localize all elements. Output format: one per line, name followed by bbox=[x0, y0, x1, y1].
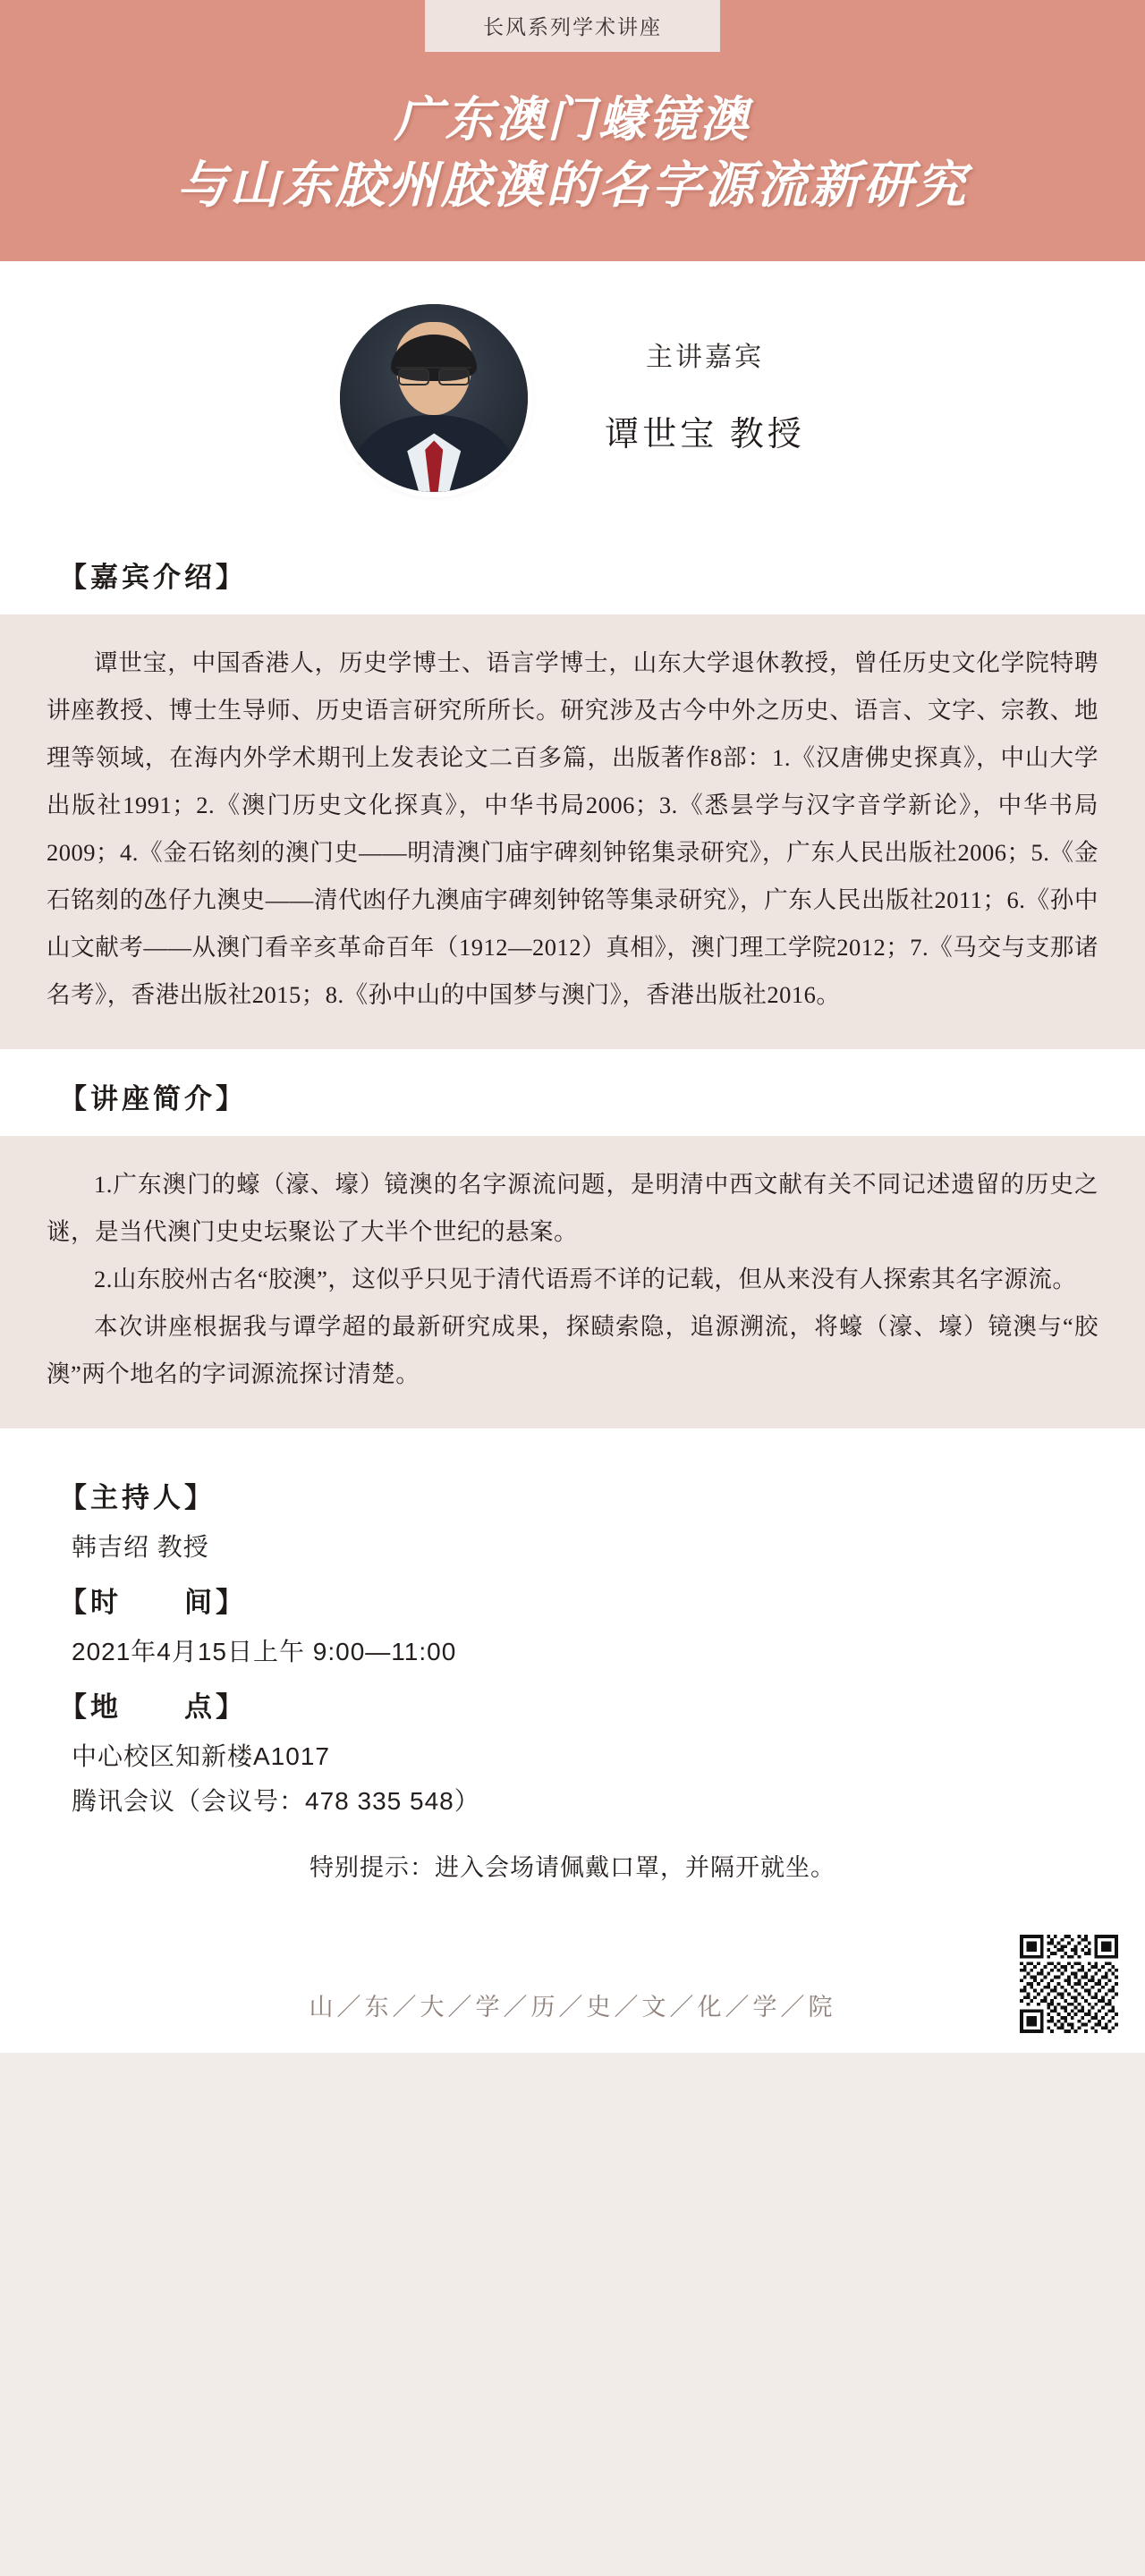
speaker-section bbox=[0, 261, 1145, 528]
footer bbox=[0, 1901, 1145, 2053]
title-line-2: 与山东胶州胶澳的名字源流新研究 bbox=[176, 157, 969, 214]
speaker-role-label: 主讲嘉宾 bbox=[645, 342, 764, 372]
time-value: 2021年4月15日上午 9:00—11:00 bbox=[72, 1638, 457, 1666]
guest-intro-heading: 【嘉宾介绍】 bbox=[0, 528, 1145, 614]
lecture-intro-paragraph-2: 2.山东胶州古名“胶澳”，这似乎只见于清代语焉不详的记载，但从来没有人探索其名字源流。 bbox=[94, 1266, 1077, 1293]
speaker-name: 谭世宝 教授 bbox=[605, 415, 805, 453]
speaker-portrait bbox=[340, 304, 528, 492]
lecture-intro-paragraph-3: 本次讲座根据我与谭学超的最新研究成果，探赜索隐，追源溯流，将蠔（濠、壕）镜澳与“胶澳”两个地名的字词源流探讨清楚。 bbox=[47, 1313, 1098, 1388]
place-label: 【地 点】 bbox=[59, 1691, 247, 1724]
host-value: 韩吉绍 教授 bbox=[72, 1533, 209, 1562]
guest-intro-paragraph: 谭世宝，中国香港人，历史学博士、语言学博士，山东大学退休教授，曾任历史文化学院特聘讲座教授、博士生导师、历史语言研究所所长。研究涉及古今中外之历史、语言、文字、宗教、地理等领域，在海内外学术期刊上发表论文二百多篇，出版著作8部：1.《汉唐佛史探真》，中山大学出版社1991；2.《澳门历史文化探真》，中华书局2006；3.《悉昙学与汉字音学新论》，中华书局2009；4.《金石铭刻的澳门史——明清澳门庙宇碑刻钟铭集录研究》，广东人民出版社2006；5.《金石铭刻的氹仔九澳史——清代凼仔九澳庙宇碑刻钟铭等集录研究》，广东人民出版社2011；6.《孙中山文献考——从澳门看辛亥革命百年（1912—2012）真相》，澳门理工学院2012；7.《马交与支那诸名考》，香港出版社2015；8.《孙中山的中国梦与澳门》，香港出版社2016。 bbox=[47, 649, 1098, 1009]
lecture-intro-body bbox=[0, 1136, 1145, 1428]
lecture-intro-heading: 【讲座简介】 bbox=[0, 1049, 1145, 1136]
qr-code[interactable] bbox=[1016, 1931, 1122, 2037]
speaker-info bbox=[605, 335, 805, 462]
time-label: 【时 间】 bbox=[59, 1587, 247, 1619]
place-value-meeting: 腾讯会议（会议号：478 335 548） bbox=[72, 1787, 480, 1816]
header-banner bbox=[0, 0, 1145, 261]
title-line-1: 广东澳门蠔镜澳 bbox=[394, 93, 751, 147]
glasses-icon bbox=[396, 367, 471, 384]
qr-code-image bbox=[1020, 1935, 1118, 2033]
event-details bbox=[0, 1428, 1145, 1901]
lecture-intro-paragraph-1: 1.广东澳门的蠔（濠、壕）镜澳的名字源流问题，是明清中西文献有关不同记述遗留的历史之谜，是当代澳门史史坛聚讼了大半个世纪的悬案。 bbox=[47, 1171, 1098, 1246]
place-value-room: 中心校区知新楼A1017 bbox=[72, 1742, 330, 1771]
series-tag: 长风系列学术讲座 bbox=[425, 0, 720, 52]
guest-intro-body bbox=[0, 614, 1145, 1049]
footer-organization: 山／东／大／学／历／史／文／化／学／院 bbox=[309, 1994, 836, 2021]
special-notice: 特别提示：进入会场请佩戴口罩，并隔开就坐。 bbox=[310, 1854, 835, 1882]
page-title bbox=[0, 88, 1145, 220]
host-label: 【主持人】 bbox=[59, 1482, 216, 1514]
